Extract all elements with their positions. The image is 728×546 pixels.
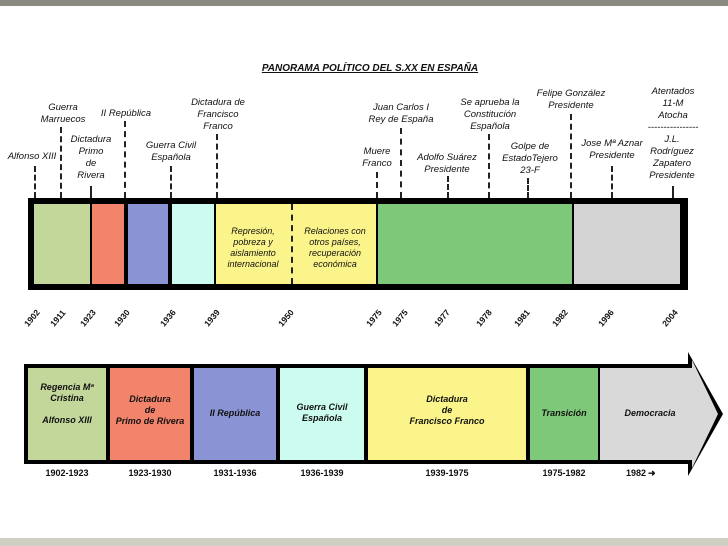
segment-ii-republica xyxy=(128,204,168,284)
period-range: 1936-1939 xyxy=(300,468,344,478)
year-label: 1975 xyxy=(390,307,410,329)
period-range: 1931-1936 xyxy=(213,468,257,478)
period-label: Transición xyxy=(541,408,587,418)
connector-line xyxy=(611,166,613,198)
event-guerra-marruecos: Guerra Marruecos xyxy=(40,102,86,125)
period-label: Regencia Mª Cristina Alfonso XIII xyxy=(40,382,94,425)
connector-line xyxy=(488,134,490,198)
event-guerra-civil: Guerra Civil Española xyxy=(145,140,197,163)
connector-line xyxy=(527,178,529,198)
event-dictadura-franco: Dictadura de Francisco Franco xyxy=(191,97,245,132)
period-label: Guerra Civil Española xyxy=(296,402,348,423)
year-label: 1978 xyxy=(474,307,494,329)
period-range: 1975-1982 xyxy=(542,468,586,478)
year-label: 2004 xyxy=(660,307,680,329)
connector-line xyxy=(672,186,674,198)
event-felipe-gonzalez: Felipe González Presidente xyxy=(536,88,606,111)
period-range: 1902-1923 xyxy=(45,468,89,478)
segment-transicion xyxy=(378,204,572,284)
segment-text-represion: Represión, pobreza y aislamiento internacional xyxy=(227,226,279,269)
timeline-bar xyxy=(28,198,688,290)
period-range-label: 1982 xyxy=(626,468,647,478)
period-range: 1923-1930 xyxy=(128,468,172,478)
bottom-border xyxy=(0,538,728,546)
event-constitucion: Se aprueba la Constitución Española xyxy=(460,97,520,132)
connector-line xyxy=(570,114,572,198)
connector-line xyxy=(216,134,218,198)
segment-guerra-civil xyxy=(172,204,214,284)
segment-primo-rivera xyxy=(92,204,124,284)
connector-line xyxy=(34,166,36,198)
event-atentados: Atentados 11-M Atocha ---------------- xyxy=(647,86,699,133)
page-title: PANORAMA POLÍTICO DEL S.XX EN ESPAÑA xyxy=(261,63,479,74)
period-label: Dictadura de Primo de Rivera xyxy=(115,394,185,426)
event-juan-carlos: Juan Carlos I Rey de España xyxy=(368,102,434,125)
connector-line xyxy=(90,186,92,198)
period-label: Democracia xyxy=(624,408,676,418)
event-alfonso-xiii: Alfonso XIII xyxy=(7,151,57,162)
top-border xyxy=(0,0,728,6)
segment-democracia xyxy=(574,204,680,284)
period-range-democracia xyxy=(626,468,686,479)
year-label: 1977 xyxy=(432,307,452,329)
year-label: 1950 xyxy=(276,307,296,329)
event-adolfo-suarez: Adolfo Suárez Presidente xyxy=(417,152,477,175)
year-label: 1923 xyxy=(78,307,98,329)
year-label: 1975 xyxy=(364,307,384,329)
year-label: 1981 xyxy=(512,307,532,329)
year-label: 1936 xyxy=(158,307,178,329)
period-range: 1939-1975 xyxy=(425,468,469,478)
year-label: 1930 xyxy=(112,307,132,329)
period-label: Dictadura de Francisco Franco xyxy=(409,394,485,426)
segment-guerra-marruecos xyxy=(34,204,90,284)
year-label: 1982 xyxy=(550,307,570,329)
period-label: II República xyxy=(209,408,261,418)
event-golpe-estado: Golpe de EstadoTejero 23-F xyxy=(502,141,558,176)
franco-divider xyxy=(291,204,293,284)
event-primo-rivera: Dictadura Primo de Rivera xyxy=(70,134,112,181)
year-label: 1939 xyxy=(202,307,222,329)
year-label: 1996 xyxy=(596,307,616,329)
connector-line xyxy=(124,121,126,198)
event-zapatero: J.L. Rodríguez Zapatero Presidente xyxy=(649,134,695,181)
arrow-right-icon: ➜ xyxy=(648,468,656,478)
connector-line xyxy=(170,166,172,198)
connector-line xyxy=(60,127,62,198)
year-label: 1911 xyxy=(48,307,68,329)
connector-line xyxy=(447,176,449,198)
year-label: 1902 xyxy=(22,307,42,329)
event-muere-franco: Muere Franco xyxy=(362,146,392,169)
connector-line xyxy=(400,128,402,198)
event-ii-republica: II República xyxy=(100,108,152,119)
segment-text-relaciones: Relaciones con otros países, recuperación económica xyxy=(304,226,366,269)
connector-line xyxy=(376,172,378,198)
event-aznar: Jose Mª Aznar Presidente xyxy=(581,138,643,161)
